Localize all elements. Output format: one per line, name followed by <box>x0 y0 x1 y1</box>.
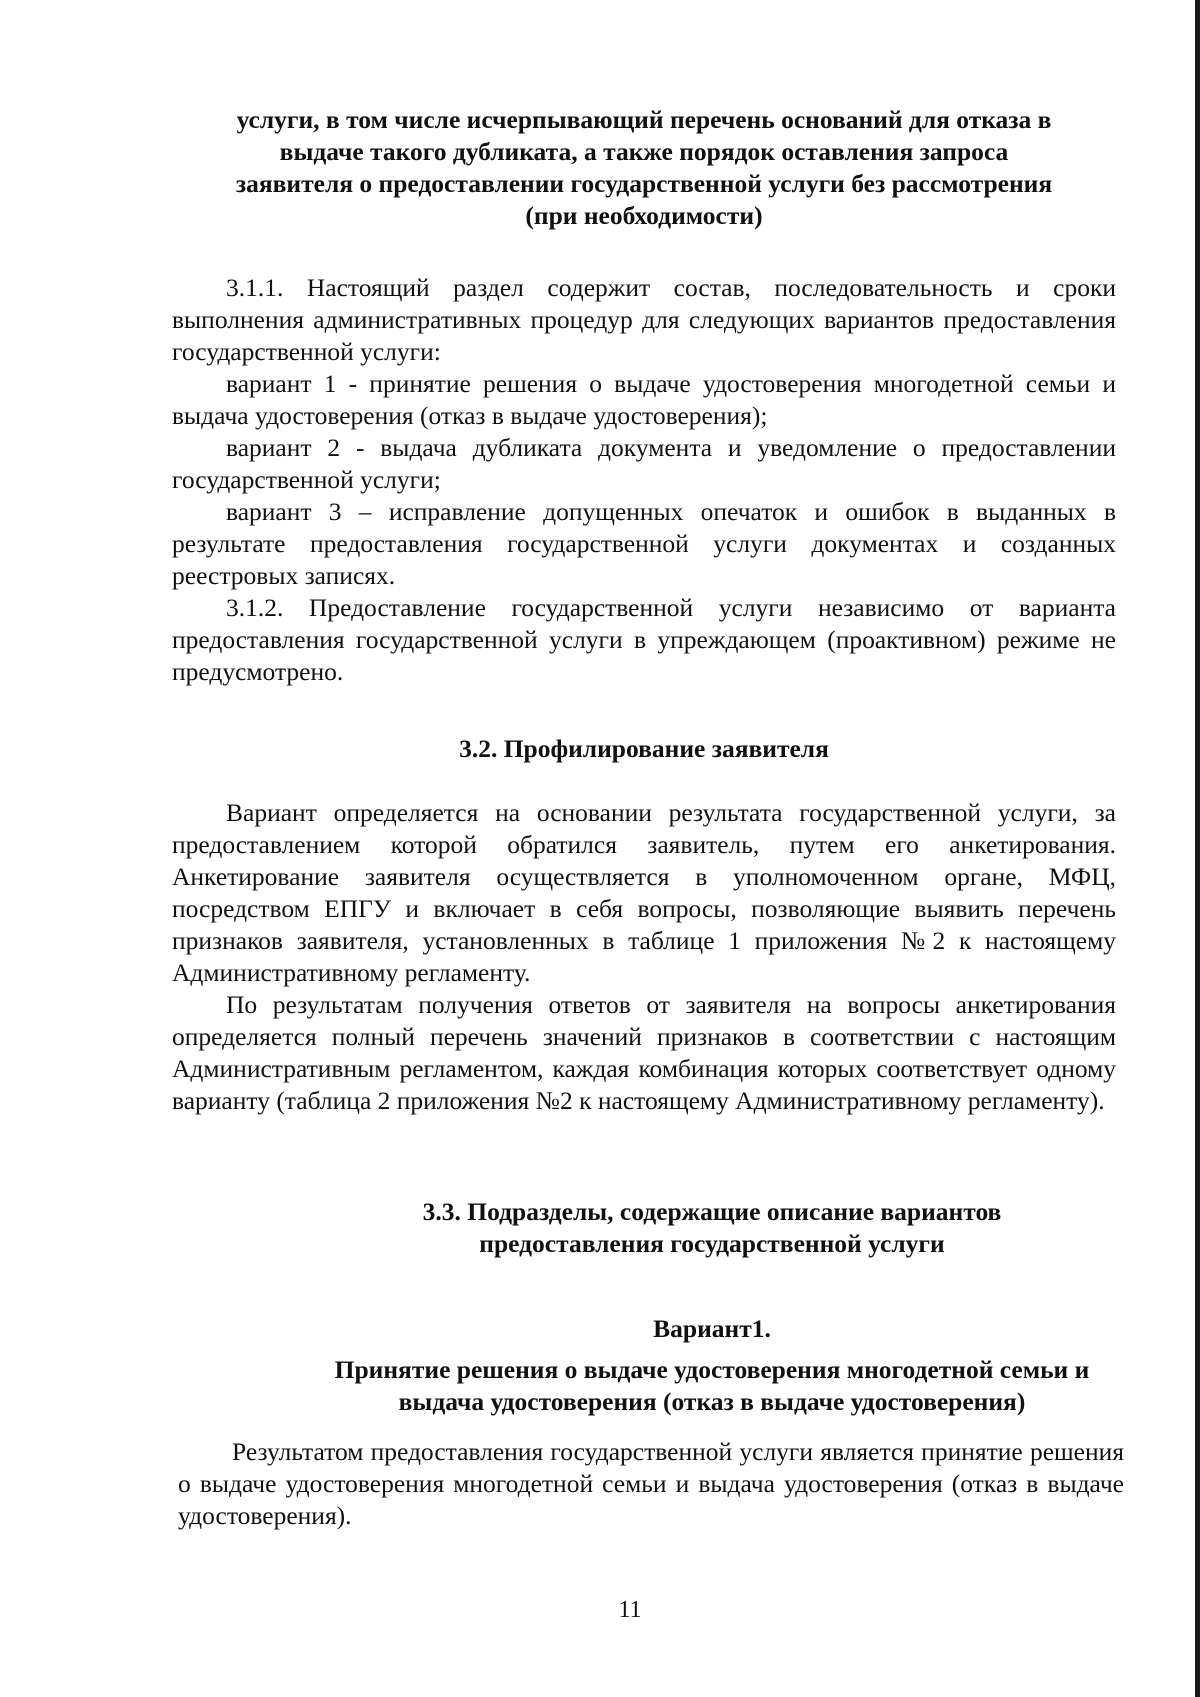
continued-heading <box>172 104 1116 232</box>
heading-line: Принятие решения о выдаче удостоверения многодетной семьи и <box>334 1355 1090 1384</box>
section-3-3-heading <box>240 1196 1184 1260</box>
heading-line: предоставления государственной услуги <box>479 1229 945 1258</box>
paragraph-variant-3: вариант 3 – исправление допущенных опечаток и ошибок в выданных в результате предоставления государственной услуги документах и созданных реестровых записях. <box>172 497 1116 590</box>
section-3-1 <box>172 272 1116 688</box>
paragraph-3-1-2: 3.1.2. Предоставление государственной услуги независимо от варианта предоставления государственной услуги в упреждающем (проактивном) режиме не предусмотрено. <box>172 593 1116 686</box>
section-3-2-heading <box>172 733 1116 765</box>
variant-label: Вариант1. <box>653 1314 771 1343</box>
paragraph-variant-1: вариант 1 - принятие решения о выдаче удостоверения многодетной семьи и выдача удостоверения (отказ в выдаче удостоверения); <box>172 369 1116 430</box>
heading-line: услуги, в том числе исчерпывающий перечень оснований для отказа в <box>236 105 1052 134</box>
variant-1-title-block <box>240 1354 1184 1418</box>
variant-title <box>240 1354 1184 1418</box>
paragraph-3-1-1: 3.1.1. Настоящий раздел содержит состав, последовательность и сроки выполнения административных процедур для следующих вариантов предоставления государственной услуги: <box>172 273 1116 366</box>
paragraph-profiling-2: По результатам получения ответов от заявителя на вопросы анкетирования определяется полный перечень значений признаков в соответствии с настоящим Административным регламентом, каждая комбинация которых соответствует одному варианту (таблица 2 приложения №2 к настоящему Административному регламенту). <box>172 990 1116 1115</box>
paragraph-variant-1-result: Результатом предоставления государственной услуги является принятие решения о выдаче удостоверения многодетной семьи и выдача удостоверения (отказ в выдаче удостоверения). <box>178 1437 1124 1530</box>
paragraph-variant-2: вариант 2 - выдача дубликата документа и уведомление о предоставлении государственной услуги; <box>172 433 1116 494</box>
heading-line: выдача удостоверения (отказ в выдаче удостоверения) <box>398 1387 1026 1416</box>
heading-line: заявителя о предоставлении государственной услуги без рассмотрения <box>235 169 1053 198</box>
continued-heading-text <box>172 104 1116 232</box>
section-3-2-body <box>172 797 1116 1117</box>
heading-line: выдаче такого дубликата, а также порядок оставления запроса <box>279 137 1009 166</box>
variant-1-body <box>178 1436 1124 1532</box>
section-title: 3.2. Профилирование заявителя <box>459 734 829 763</box>
heading-line: 3.3. Подразделы, содержащие описание вариантов <box>422 1197 1002 1226</box>
heading-line: (при необходимости) <box>525 201 763 230</box>
scan-edge <box>1195 0 1200 1697</box>
section-title <box>240 1196 1184 1260</box>
variant-1-label-block <box>240 1313 1184 1345</box>
paragraph-profiling-1: Вариант определяется на основании результата государственной услуги, за предоставлением которой обратился заявитель, путем его анкетирования. Анкетирование заявителя осуществляется в уполномоченном органе, МФЦ, посредством ЕПГУ и включает в себя вопросы, позволяющие выявить перечень признаков заявителя, установленных в таблице 1 приложения №2 к настоящему Административному регламенту. <box>172 798 1116 987</box>
page-number: 11 <box>618 1597 642 1623</box>
